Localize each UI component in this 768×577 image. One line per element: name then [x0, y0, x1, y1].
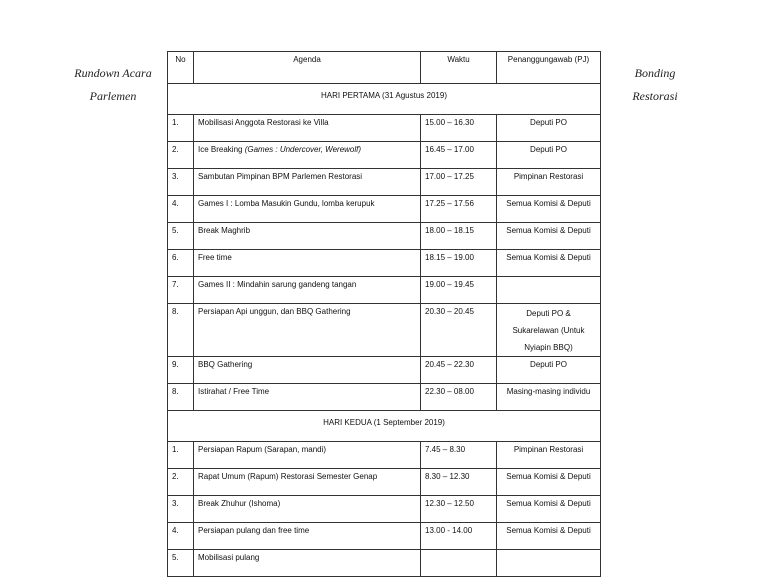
day1-section-row: [168, 84, 601, 115]
cell-waktu: 12.30 – 12.50: [421, 496, 497, 523]
cell-pj: Masing-masing individu: [497, 384, 601, 411]
table-row: [168, 142, 601, 169]
cell-agenda: Games I : Lomba Masukin Gundu, lomba kerupuk: [194, 196, 421, 223]
pj-line: Deputi PO &: [526, 309, 571, 318]
day2-title: HARI KEDUA (1 September 2019): [168, 411, 601, 442]
cell-pj: [497, 550, 601, 577]
left-side-title: [58, 62, 168, 108]
cell-pj: Semua Komisi & Deputi: [497, 250, 601, 277]
cell-pj: Semua Komisi & Deputi: [497, 523, 601, 550]
cell-agenda: Persiapan Rapum (Sarapan, mandi): [194, 442, 421, 469]
table-row: [168, 384, 601, 411]
cell-no: 2.: [168, 469, 194, 496]
cell-waktu: 8.30 – 12.30: [421, 469, 497, 496]
table-row: [168, 357, 601, 384]
cell-agenda: Break Zhuhur (Ishoma): [194, 496, 421, 523]
table-row: [168, 304, 601, 357]
cell-waktu: 7.45 – 8.30: [421, 442, 497, 469]
cell-pj: Deputi PO: [497, 142, 601, 169]
cell-waktu: 18.00 – 18.15: [421, 223, 497, 250]
cell-no: 5.: [168, 550, 194, 577]
right-title-line2: Restorasi: [632, 89, 678, 103]
cell-waktu: 19.00 – 19.45: [421, 277, 497, 304]
cell-no: 1.: [168, 115, 194, 142]
table-row: [168, 115, 601, 142]
cell-agenda: Rapat Umum (Rapum) Restorasi Semester Genap: [194, 469, 421, 496]
cell-no: 5.: [168, 223, 194, 250]
cell-waktu: 17.25 – 17.56: [421, 196, 497, 223]
cell-no: 2.: [168, 142, 194, 169]
table-row: [168, 223, 601, 250]
left-title-line2: Parlemen: [89, 89, 137, 103]
table-row: [168, 442, 601, 469]
table-row: [168, 196, 601, 223]
cell-no: 9.: [168, 357, 194, 384]
cell-agenda: [194, 142, 421, 169]
header-agenda: Agenda: [194, 52, 421, 84]
cell-no: 3.: [168, 496, 194, 523]
table-row: [168, 550, 601, 577]
table-row: [168, 277, 601, 304]
cell-agenda: BBQ Gathering: [194, 357, 421, 384]
cell-agenda: Istirahat / Free Time: [194, 384, 421, 411]
cell-pj: Deputi PO: [497, 115, 601, 142]
cell-agenda: Persiapan Api unggun, dan BBQ Gathering: [194, 304, 421, 357]
cell-pj: Deputi PO: [497, 357, 601, 384]
cell-no: 6.: [168, 250, 194, 277]
cell-no: 8.: [168, 304, 194, 357]
cell-waktu: 13.00 - 14.00: [421, 523, 497, 550]
cell-waktu: 20.45 – 22.30: [421, 357, 497, 384]
table-row: [168, 523, 601, 550]
cell-no: 7.: [168, 277, 194, 304]
rundown-table: [167, 51, 601, 577]
cell-agenda: Sambutan Pimpinan BPM Parlemen Restorasi: [194, 169, 421, 196]
cell-waktu: 16.45 – 17.00: [421, 142, 497, 169]
cell-no: 1.: [168, 442, 194, 469]
cell-waktu: 20.30 – 20.45: [421, 304, 497, 357]
cell-agenda: Break Maghrib: [194, 223, 421, 250]
cell-agenda: Mobilisasi pulang: [194, 550, 421, 577]
cell-waktu: [421, 550, 497, 577]
table-row: [168, 169, 601, 196]
right-title-line1: Bonding: [634, 66, 676, 80]
pj-line: Nyiapin BBQ): [524, 343, 573, 352]
cell-waktu: 18.15 – 19.00: [421, 250, 497, 277]
table-row: [168, 469, 601, 496]
cell-pj: Semua Komisi & Deputi: [497, 496, 601, 523]
cell-pj: Pimpinan Restorasi: [497, 442, 601, 469]
cell-no: 3.: [168, 169, 194, 196]
cell-pj: [497, 304, 601, 357]
cell-pj: Semua Komisi & Deputi: [497, 469, 601, 496]
cell-waktu: 15.00 – 16.30: [421, 115, 497, 142]
table-header-row: [168, 52, 601, 84]
pj-line: Sukarelawan (Untuk: [512, 326, 585, 335]
day1-title: HARI PERTAMA (31 Agustus 2019): [168, 84, 601, 115]
header-pj: Penanggungawab (PJ): [497, 52, 601, 84]
cell-pj: [497, 277, 601, 304]
cell-agenda: Games II : Mindahin sarung gandeng tangan: [194, 277, 421, 304]
cell-waktu: 17.00 – 17.25: [421, 169, 497, 196]
cell-no: 4.: [168, 523, 194, 550]
cell-pj: Semua Komisi & Deputi: [497, 223, 601, 250]
table-row: [168, 250, 601, 277]
cell-no: 4.: [168, 196, 194, 223]
header-waktu: Waktu: [421, 52, 497, 84]
cell-agenda: Mobilisasi Anggota Restorasi ke Villa: [194, 115, 421, 142]
cell-waktu: 22.30 – 08.00: [421, 384, 497, 411]
right-side-title: [612, 62, 698, 108]
cell-agenda: Free time: [194, 250, 421, 277]
day2-section-row: [168, 411, 601, 442]
header-no: No: [168, 52, 194, 84]
table-row: [168, 496, 601, 523]
agenda-note: (Games : Undercover, Werewolf): [244, 145, 362, 154]
cell-agenda: Persiapan pulang dan free time: [194, 523, 421, 550]
cell-pj: Semua Komisi & Deputi: [497, 196, 601, 223]
left-title-line1: Rundown Acara: [74, 66, 152, 80]
cell-no: 8.: [168, 384, 194, 411]
cell-pj: Pimpinan Restorasi: [497, 169, 601, 196]
agenda-text: Ice Breaking: [198, 145, 243, 154]
